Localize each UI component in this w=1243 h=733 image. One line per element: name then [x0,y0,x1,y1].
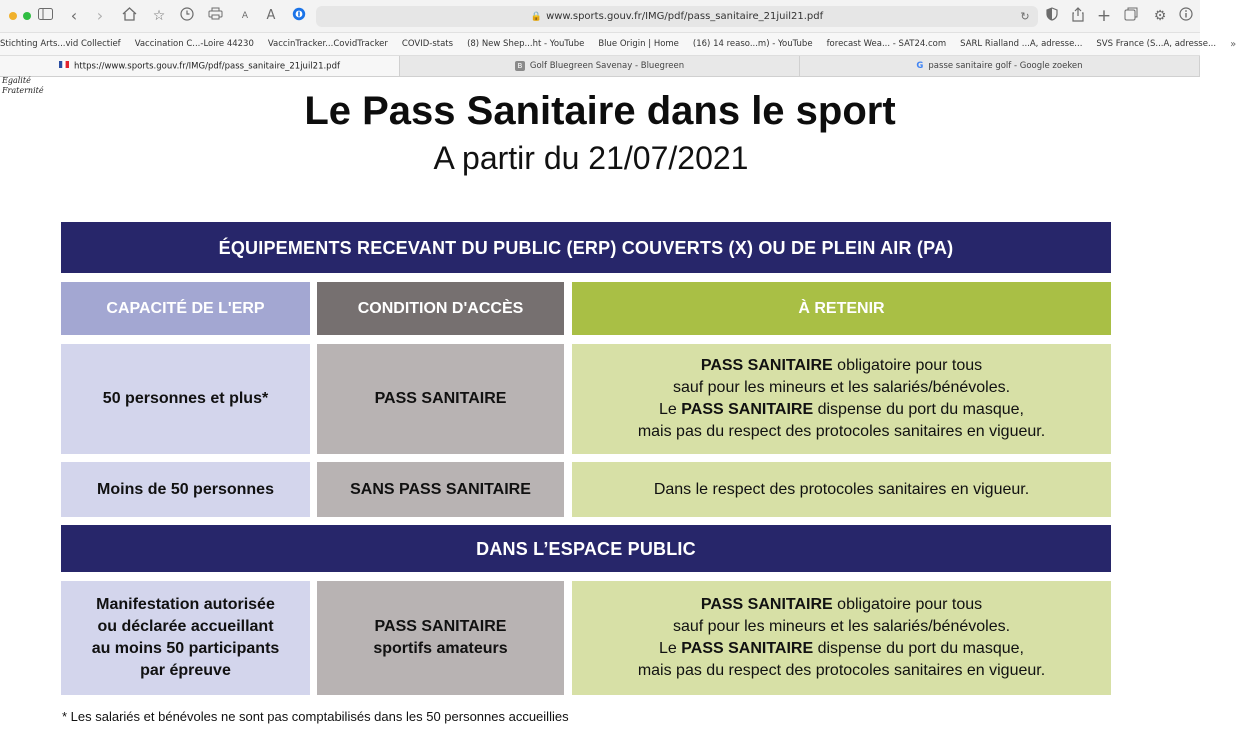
tab-google[interactable] [800,56,1200,76]
bookmark-item[interactable]: VaccinTracker...CovidTracker [267,38,388,49]
address-bar[interactable] [316,6,1038,27]
new-tab-plus-icon[interactable]: + [1096,6,1112,26]
history-clock-icon[interactable] [178,7,196,25]
text-smaller-button[interactable]: A [241,11,249,21]
bookmark-item[interactable]: COVID-stats [401,38,454,49]
footnote: * Les salariés et bénévoles ne sont pas comptabilisés dans les 50 personnes accueillies [62,709,569,724]
tab-overview-icon[interactable] [1123,7,1139,25]
row1-condition-cell: PASS SANITAIRE [317,344,564,454]
bookmark-item[interactable]: (8) New Shep...ht - YouTube [467,38,585,49]
gear-icon[interactable]: ⚙ [1153,8,1167,24]
tab-bluegreen[interactable] [400,56,800,76]
back-icon[interactable]: ‹ [70,6,78,25]
tab-label: passe sanitaire golf - Google zoeken [928,61,1083,71]
tab-label: Golf Bluegreen Savenay - Bluegreen [529,61,685,71]
text-larger-button[interactable]: A [266,8,276,23]
forward-icon[interactable]: › [96,6,104,25]
french-flag-icon [59,56,69,76]
bookmarks-overflow-icon[interactable]: » [1230,38,1237,50]
sidebar-icon[interactable] [36,7,54,25]
reload-icon[interactable]: ↻ [1020,10,1030,23]
column-header-retain: À RETENIR [572,282,1111,335]
republic-motto: Egalité Fraternité [2,76,44,95]
row3-condition-cell: PASS SANITAIRE sportifs amateurs [317,581,564,695]
page-title: Le Pass Sanitaire dans le sport [304,89,896,133]
row1-retain-cell: PASS SANITAIRE obligatoire pour tous sauf pour les mineurs et les salariés/bénévoles. Le PASS SANITAIRE dispense du port du masque, mais pas du respect des protocoles sanitaires en vigueur. [572,344,1111,454]
bookmark-item[interactable]: (16) 14 reaso...m) - YouTube [692,38,813,49]
bookmarks-bar [0,33,1237,56]
bookmark-item[interactable]: Vaccination C...-Loire 44230 [134,38,254,49]
row2-condition-cell: SANS PASS SANITAIRE [317,462,564,517]
column-header-capacity: CAPACITÉ DE L'ERP [61,282,310,335]
home-icon[interactable] [120,7,138,25]
window-zoom-dot[interactable] [23,12,31,20]
privacy-shield-icon[interactable] [1044,7,1060,25]
column-header-condition: CONDITION D'ACCÈS [317,282,564,335]
tab-bar [0,56,1200,77]
section-header-public-space: DANS L’ESPACE PUBLIC [61,525,1111,572]
google-favicon-icon: G [916,61,924,71]
row2-retain-cell: Dans le respect des protocoles sanitaires en vigueur. [572,462,1111,517]
row3-capacity-cell: Manifestation autorisée ou déclarée accueillant au moins 50 participants par épreuve [61,581,310,695]
info-icon[interactable] [1178,7,1194,25]
password-extension-icon[interactable] [290,7,308,25]
print-icon[interactable] [206,7,224,25]
tab-pdf[interactable] [0,56,400,76]
section-header-erp: ÉQUIPEMENTS RECEVANT DU PUBLIC (ERP) COUVERTS (X) OU DE PLEIN AIR (PA) [61,222,1111,273]
url-text: www.sports.gouv.fr/IMG/pdf/pass_sanitaire_21juil21.pdf [546,11,824,22]
bookmark-item[interactable]: Blue Origin | Home [598,38,679,49]
row3-retain-cell: PASS SANITAIRE obligatoire pour tous sauf pour les mineurs et les salariés/bénévoles. Le PASS SANITAIRE dispense du port du masque, mais pas du respect des protocoles sanitaires en vigueur. [572,581,1111,695]
page-subtitle: A partir du 21/07/2021 [433,140,749,176]
window-minimize-dot[interactable] [9,12,17,20]
bookmark-item[interactable]: Stichting Arts...vid Collectief [0,38,121,49]
bookmark-item[interactable]: forecast Wea... - SAT24.com [826,38,947,49]
row1-capacity-cell: 50 personnes et plus* [61,344,310,454]
bookmark-item[interactable]: SVS France (S...A, adresse... [1096,38,1217,49]
tab-label: https://www.sports.gouv.fr/IMG/pdf/pass_sanitaire_21juil21.pdf [74,61,340,72]
share-icon[interactable] [1070,7,1086,25]
bookmark-star-icon[interactable]: ☆ [152,8,166,24]
row2-capacity-cell: Moins de 50 personnes [61,462,310,517]
bluegreen-favicon-icon: B [515,61,525,71]
browser-toolbar [0,0,1200,33]
lock-icon: 🔒 [530,12,543,22]
bookmark-item[interactable]: SARL Rialland ...A, adresse... [960,38,1083,49]
